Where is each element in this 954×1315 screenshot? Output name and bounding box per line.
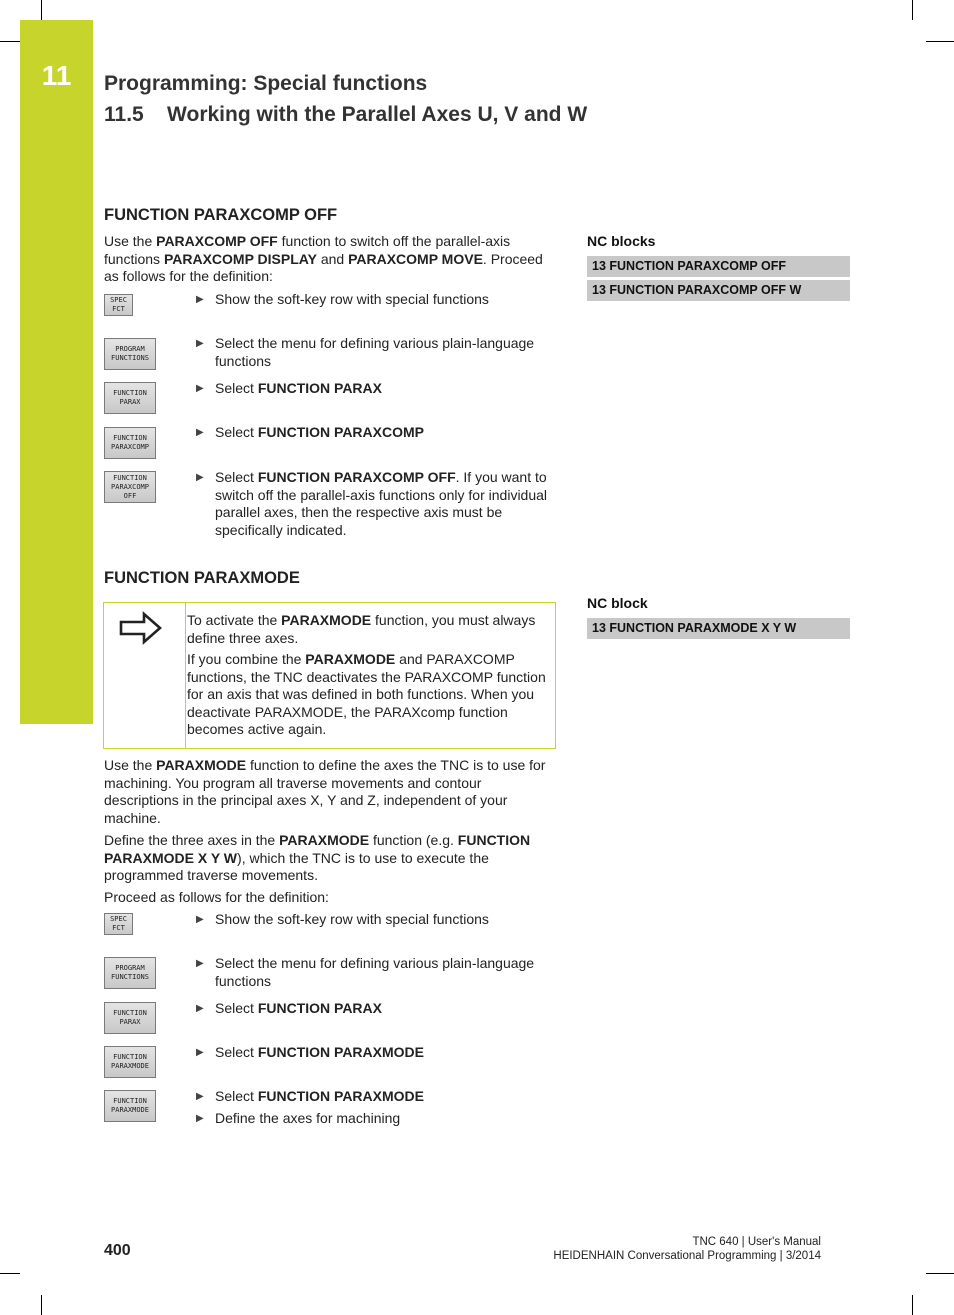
crop-mark	[926, 41, 954, 42]
softkey-label: FUNCTIONS	[111, 354, 149, 362]
softkey-label: PROGRAM	[115, 964, 145, 972]
softkey-spec-fct[interactable]	[104, 294, 133, 316]
chapter-sidebar	[20, 20, 93, 724]
softkey-label: PARAX	[119, 1018, 141, 1026]
softkey-label: FUNCTION	[113, 434, 147, 442]
crop-mark	[41, 1295, 42, 1315]
nc-block-row: 13 FUNCTION PARAXMODE X Y W	[587, 618, 850, 639]
triangle-right-icon: ▶	[196, 1113, 204, 1124]
step-item	[196, 1044, 556, 1062]
section-heading-paraxmode: FUNCTION PARAXMODE	[104, 569, 300, 587]
note-paragraph: To activate the PARAXMODE function, you must always define three axes.	[187, 612, 536, 646]
step-text: Select FUNCTION PARAXCOMP OFF. If you want to switch off the parallel-axis functions only for individual parallel axes, then the respective axis must be specifically indicated.	[215, 469, 548, 538]
nc-block-label: NC block	[587, 595, 648, 611]
softkey-label: FUNCTION	[113, 1053, 147, 1061]
step-text: Select FUNCTION PARAX	[215, 380, 382, 396]
softkey-label: PARAX	[119, 398, 141, 406]
step-text: Select FUNCTION PARAXMODE	[215, 1088, 424, 1104]
step-text: Show the soft-key row with special functions	[215, 291, 489, 307]
triangle-right-icon: ▶	[196, 1091, 204, 1102]
triangle-right-icon: ▶	[196, 1003, 204, 1014]
crop-mark	[0, 1273, 20, 1274]
triangle-right-icon: ▶	[196, 294, 204, 305]
footer-manual: TNC 640 | User's Manual	[692, 1236, 821, 1248]
step-text: Show the soft-key row with special functions	[215, 911, 489, 927]
softkey-label: OFF	[123, 491, 137, 500]
softkey-function-parax[interactable]	[104, 1002, 156, 1034]
softkey-label: PARAXCOMP	[111, 443, 149, 451]
step-item	[196, 424, 556, 442]
intro-paragraph: Use the PARAXCOMP OFF function to switch off the parallel-axis functions PARAXCOMP DISPLAY and PARAXCOMP MOVE. Proceed as follows for the definition:	[104, 233, 543, 285]
triangle-right-icon: ▶	[196, 427, 204, 438]
step-text: Select FUNCTION PARAXMODE	[215, 1044, 424, 1060]
triangle-right-icon: ▶	[196, 958, 204, 969]
softkey-program-functions[interactable]	[104, 338, 156, 370]
step-item	[196, 1000, 556, 1018]
triangle-right-icon: ▶	[196, 472, 204, 483]
arrow-right-icon	[118, 610, 164, 651]
body-paragraph: Use the PARAXMODE function to define the axes the TNC is to use for machining. You program all traverse movements and contour descriptions in the principal axes X, Y and Z, independent of your machine.	[104, 757, 546, 826]
softkey-label: FUNCTION	[113, 1097, 147, 1105]
softkey-label: FUNCTIONS	[111, 973, 149, 981]
step-item	[196, 380, 556, 398]
crop-mark	[926, 1273, 954, 1274]
triangle-right-icon: ▶	[196, 383, 204, 394]
body-paragraph: Define the three axes in the PARAXMODE function (e.g. FUNCTION PARAXMODE X Y W), which the TNC is to use to execute the programmed traverse movements.	[104, 832, 531, 884]
section-heading-paraxcomp-off: FUNCTION PARAXCOMP OFF	[104, 206, 338, 224]
body-paragraph: Proceed as follows for the definition:	[104, 889, 329, 905]
softkey-function-paraxcomp[interactable]	[104, 427, 156, 459]
triangle-right-icon: ▶	[196, 1047, 204, 1058]
step-text: Select the menu for defining various plain-language functions	[215, 955, 535, 989]
crop-mark	[41, 0, 42, 20]
nc-blocks-label: NC blocks	[587, 233, 656, 249]
page-number: 400	[104, 1242, 131, 1259]
step-item	[196, 335, 556, 370]
chapter-title: Programming: Special functions	[104, 72, 428, 95]
nc-block-row: 13 FUNCTION PARAXCOMP OFF W	[587, 280, 850, 301]
softkey-spec-fct[interactable]	[104, 913, 133, 935]
step-item	[196, 1088, 556, 1106]
softkey-label: FUNCTION	[113, 473, 147, 482]
step-item	[196, 291, 556, 309]
step-define-axes: ▶ Define the axes for machining	[196, 1110, 401, 1126]
step-item	[196, 911, 556, 929]
softkey-label: FUNCTION	[113, 1009, 147, 1017]
softkey-function-paraxmode[interactable]	[104, 1090, 156, 1122]
softkey-label: PARAXMODE	[111, 1062, 149, 1070]
step-item	[196, 955, 556, 990]
step-item	[196, 469, 556, 539]
step-text: Select FUNCTION PARAXCOMP	[215, 424, 424, 440]
crop-mark	[912, 1295, 913, 1315]
softkey-label: FUNCTION	[113, 389, 147, 397]
softkey-label: FCT	[112, 924, 125, 932]
softkey-label: PARAXMODE	[111, 1106, 149, 1114]
step-text: Select FUNCTION PARAX	[215, 1000, 382, 1016]
softkey-function-paraxmode[interactable]	[104, 1046, 156, 1078]
softkey-label: PARAXCOMP	[111, 482, 149, 491]
crop-mark	[912, 0, 913, 20]
softkey-label: FCT	[112, 305, 125, 313]
nc-block-row: 13 FUNCTION PARAXCOMP OFF	[587, 256, 850, 277]
crop-mark	[0, 41, 20, 42]
chapter-number: 11	[41, 60, 72, 91]
softkey-label: SPEC	[110, 915, 127, 923]
section-title: 11.5 Working with the Parallel Axes U, V and W	[104, 103, 588, 126]
triangle-right-icon: ▶	[196, 338, 204, 349]
softkey-function-parax[interactable]	[104, 382, 156, 414]
note-divider	[185, 603, 186, 748]
softkey-program-functions[interactable]	[104, 957, 156, 989]
note-paragraph: If you combine the PARAXMODE and PARAXCOMP functions, the TNC deactivates the PARAXCOMP function for an axis that was defined in both functions. When you deactivate PARAXMODE, the PARAXcomp function becomes active again.	[187, 651, 546, 738]
triangle-right-icon: ▶	[196, 914, 204, 925]
softkey-label: PROGRAM	[115, 345, 145, 353]
softkey-label: SPEC	[110, 296, 127, 304]
step-text: Select the menu for defining various plain-language functions	[215, 335, 535, 369]
footer-publication: HEIDENHAIN Conversational Programming | 3/2014	[553, 1250, 821, 1262]
softkey-function-paraxcomp-off[interactable]	[104, 471, 156, 503]
